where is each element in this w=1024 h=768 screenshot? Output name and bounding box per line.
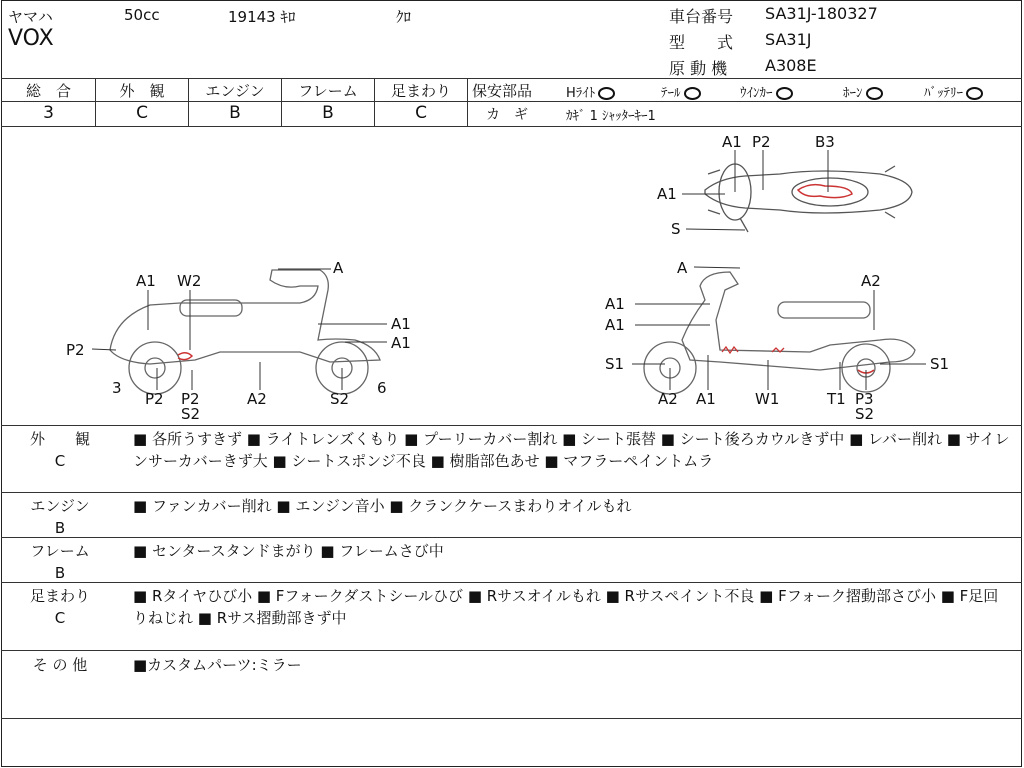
engine-value: A308E [765, 56, 817, 75]
grade-label-engine: エンジン [205, 82, 265, 100]
diagram-label: A2 [247, 390, 267, 408]
diagram-label: A1 [391, 315, 411, 333]
section-engine-label: エンジン B [30, 497, 90, 537]
grade-label-suspension: 足まわり [390, 82, 451, 100]
diagram-label: P2 [752, 133, 771, 151]
diagram-label: A1 [722, 133, 742, 151]
diagram-label: A [333, 259, 344, 277]
grade-value-engine: B [229, 103, 241, 123]
diagram-label: A [677, 259, 688, 277]
grade-label-exterior: 外 観 [119, 82, 165, 100]
section-frame-text: ■ センタースタンドまがり ■ フレームさび中 [133, 542, 444, 560]
diagram-label: 6 [377, 379, 387, 397]
safety-item-horn: ﾎｰﾝ [843, 82, 883, 101]
section-suspension-label: 足まわり C [29, 587, 90, 627]
grade-value-frame: B [322, 103, 334, 123]
diagram-label: 3 [112, 379, 122, 397]
model-name: VOX [8, 26, 54, 51]
color: ｸﾛ [396, 8, 412, 26]
grade-value-overall: 3 [43, 103, 54, 123]
key-value: ｶｷﾞ 1 ｼｬｯﾀｰｷｰ1 [566, 109, 656, 124]
frame-number: SA31J-180327 [765, 4, 878, 23]
safety-item-winker: ｳｲﾝｶｰ [740, 82, 793, 101]
safety-item-battery: ﾊﾞｯﾃﾘｰ [924, 82, 983, 101]
section-other-text: ■カスタムパーツ:ミラー [133, 656, 302, 674]
diagram-label: A2 [861, 272, 881, 290]
diagram-label: P2 [181, 390, 200, 408]
maker: ヤマハ [8, 8, 53, 26]
diagram-label: T1 [827, 390, 846, 408]
diagram-label: P2 [66, 341, 85, 359]
safety-item-headlight: Hﾗｲﾄ [566, 82, 615, 101]
grade-label-overall: 総 合 [25, 82, 71, 100]
key-label: カ ギ [486, 107, 528, 123]
diagram-label: A1 [605, 316, 625, 334]
diagram-label: A1 [657, 185, 677, 203]
diagram-label: W1 [755, 390, 780, 408]
grade-value-suspension: C [415, 103, 427, 123]
mileage: 19143 ｷﾛ [228, 8, 296, 26]
diagram-label: S2 [330, 390, 350, 408]
diagram-label: P2 [145, 390, 164, 408]
diagram-label: S2 [181, 405, 201, 423]
section-other-label: そ の 他 [32, 656, 88, 674]
diagram-label: A1 [605, 295, 625, 313]
section-engine-text: ■ ファンカバー削れ ■ エンジン音小 ■ クランクケースまわりオイルもれ [133, 497, 632, 515]
section-exterior-text: ■ 各所うすきず ■ ライトレンズくもり ■ プーリーカバー割れ ■ シート張替 ■ シート後ろカウルきず中 ■ レバー削れ ■ サイレンサーカバーきず大 ■ シートスポンジ不良 ■ 樹脂部色あせ ■ マフラーペイントムラ [133, 430, 1010, 470]
diagram-label: W2 [177, 272, 202, 290]
diagram-label: S2 [855, 405, 875, 423]
diagram-label: A1 [696, 390, 716, 408]
engine-label: 原 動 機 [669, 59, 728, 78]
section-suspension-text: ■ Rタイヤひび小 ■ Fフォークダストシールひび ■ Rサスオイルもれ ■ Rサスペイント不良 ■ Fフォーク摺動部さび小 ■ F足回りねじれ ■ Rサス摺動部きず中 [133, 587, 999, 627]
safety-item-tail: ﾃｰﾙ [661, 82, 701, 101]
diagram-label: A1 [136, 272, 156, 290]
safety-parts-label: 保安部品 [472, 82, 533, 100]
grade-label-frame: フレーム [298, 82, 358, 100]
frame-number-label: 車台番号 [669, 7, 734, 26]
diagram-label: A1 [391, 334, 411, 352]
diagram-label: S1 [930, 355, 950, 373]
section-frame-label: フレーム B [30, 542, 90, 582]
diagram-label: S [671, 220, 681, 238]
scooter-top-view [705, 164, 912, 232]
type-value: SA31J [765, 30, 812, 49]
diagram-label: A2 [658, 390, 678, 408]
type-label: 型 式 [669, 33, 734, 52]
diagram-label: P3 [855, 390, 874, 408]
grade-value-exterior: C [136, 103, 148, 123]
diagram-label: B3 [815, 133, 835, 151]
diagram-label: S1 [605, 355, 625, 373]
section-exterior-label: 外 観 C [29, 430, 90, 470]
displacement: 50cc [124, 6, 160, 24]
